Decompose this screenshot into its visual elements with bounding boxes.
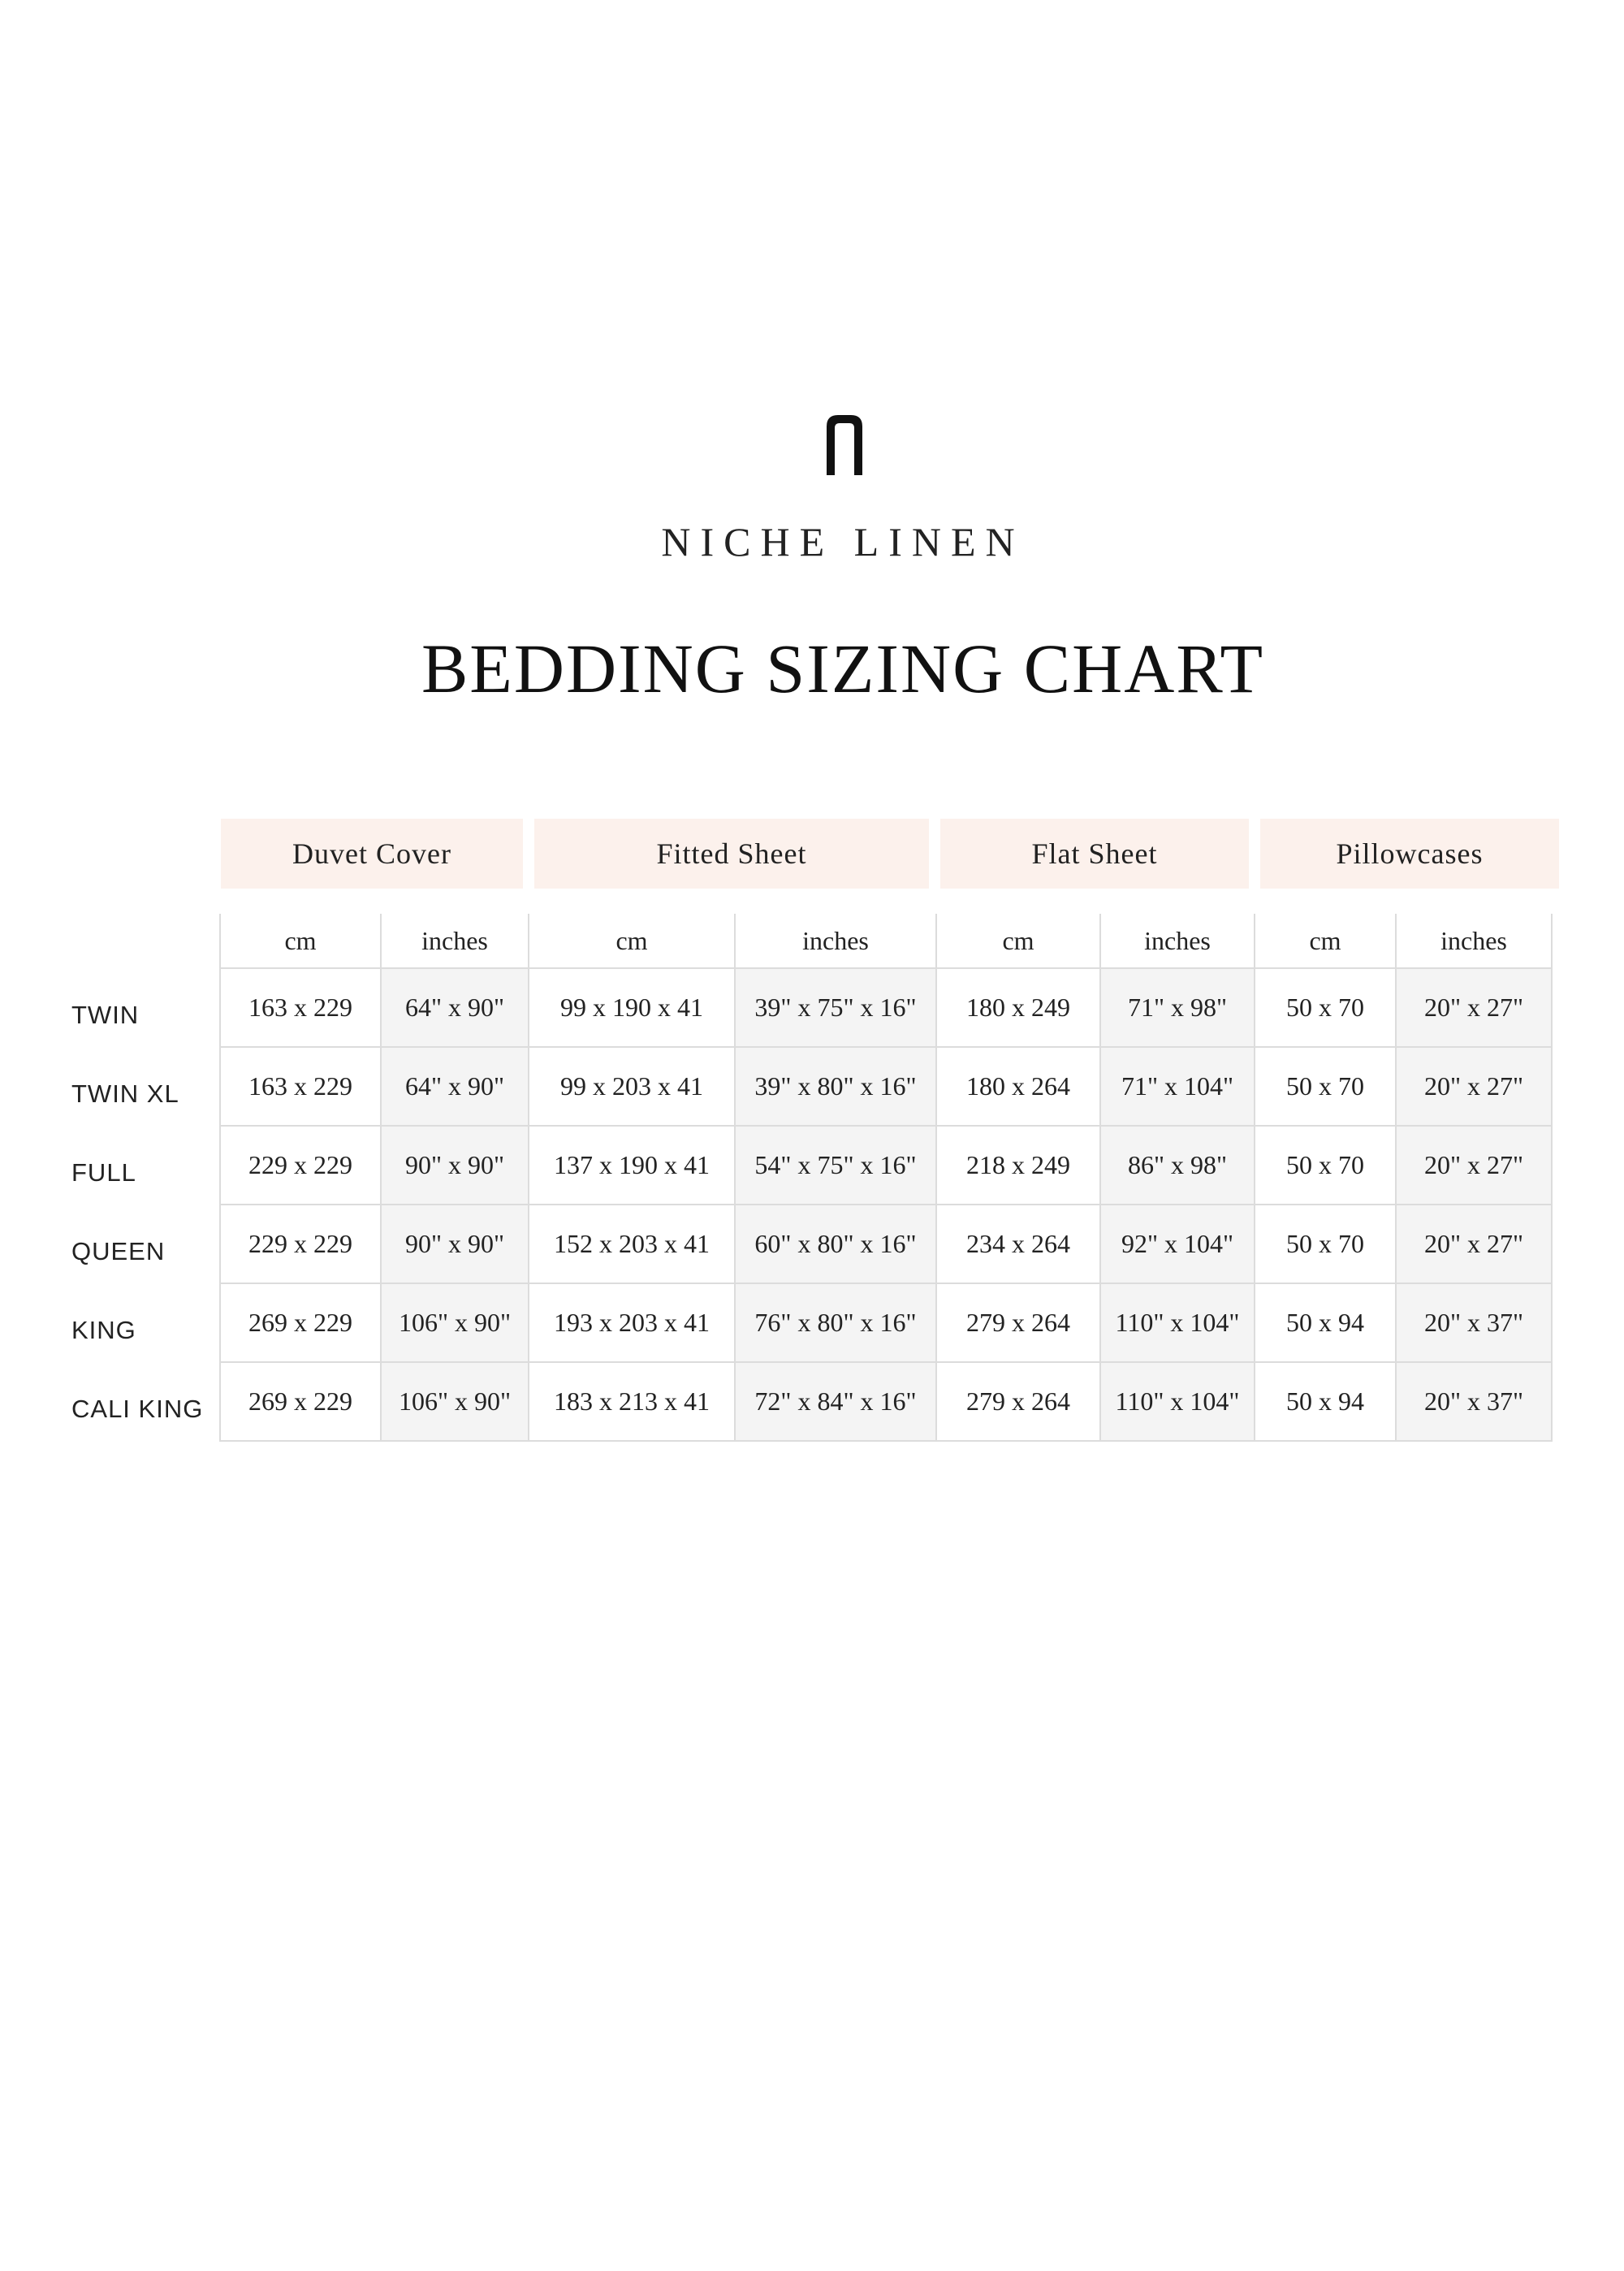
table-cell: 99 x 190 x 41 xyxy=(529,968,735,1047)
table-cell: 50 x 70 xyxy=(1255,1205,1396,1283)
unit-header: cm xyxy=(529,914,735,968)
unit-header: inches xyxy=(735,914,936,968)
page-title: BEDDING SIZING CHART xyxy=(421,629,1265,707)
table-cell: 50 x 94 xyxy=(1255,1362,1396,1441)
group-header-flat-sheet: Flat Sheet xyxy=(940,819,1249,889)
table-cell: 193 x 203 x 41 xyxy=(529,1283,735,1362)
table-cell: 163 x 229 xyxy=(220,968,381,1047)
unit-header: inches xyxy=(1396,914,1552,968)
table-cell: 90" x 90" xyxy=(381,1205,529,1283)
table-cell: 110" x 104" xyxy=(1100,1283,1255,1362)
table-cell: 50 x 70 xyxy=(1255,968,1396,1047)
size-label-full: FULL xyxy=(71,1158,136,1187)
table-cell: 106" x 90" xyxy=(381,1283,529,1362)
table-cell: 20" x 27" xyxy=(1396,1205,1552,1283)
table-cell: 99 x 203 x 41 xyxy=(529,1047,735,1126)
table-cell: 64" x 90" xyxy=(381,968,529,1047)
table-cell: 50 x 70 xyxy=(1255,1126,1396,1205)
table-cell: 218 x 249 xyxy=(936,1126,1100,1205)
table-cell: 20" x 37" xyxy=(1396,1362,1552,1441)
table-cell: 152 x 203 x 41 xyxy=(529,1205,735,1283)
table-cell: 279 x 264 xyxy=(936,1362,1100,1441)
table-cell: 183 x 213 x 41 xyxy=(529,1362,735,1441)
size-label-twin: TWIN xyxy=(71,1001,140,1029)
table-row xyxy=(220,1126,1552,1205)
table-row xyxy=(220,1047,1552,1126)
table-cell: 92" x 104" xyxy=(1100,1205,1255,1283)
size-label-queen: QUEEN xyxy=(71,1237,166,1265)
table-cell: 39" x 75" x 16" xyxy=(735,968,936,1047)
table-cell: 229 x 229 xyxy=(220,1126,381,1205)
table-cell: 20" x 37" xyxy=(1396,1283,1552,1362)
table-cell: 20" x 27" xyxy=(1396,1047,1552,1126)
table-cell: 71" x 98" xyxy=(1100,968,1255,1047)
group-header-pillowcases: Pillowcases xyxy=(1260,819,1559,889)
unit-header: inches xyxy=(381,914,529,968)
table-cell: 180 x 249 xyxy=(936,968,1100,1047)
brand-name: NICHE LINEN xyxy=(661,519,1025,565)
table-cell: 86" x 98" xyxy=(1100,1126,1255,1205)
unit-header: cm xyxy=(936,914,1100,968)
units-row xyxy=(220,914,1552,968)
table-cell: 20" x 27" xyxy=(1396,968,1552,1047)
table-cell: 229 x 229 xyxy=(220,1205,381,1283)
table-row xyxy=(220,968,1552,1047)
table-cell: 20" x 27" xyxy=(1396,1126,1552,1205)
group-header-duvet-cover: Duvet Cover xyxy=(221,819,523,889)
table-cell: 71" x 104" xyxy=(1100,1047,1255,1126)
group-header-fitted-sheet: Fitted Sheet xyxy=(534,819,929,889)
table-row xyxy=(220,1283,1552,1362)
unit-header: cm xyxy=(220,914,381,968)
table-cell: 137 x 190 x 41 xyxy=(529,1126,735,1205)
size-label-twin-xl: TWIN XL xyxy=(71,1079,179,1108)
table-cell: 50 x 94 xyxy=(1255,1283,1396,1362)
table-cell: 279 x 264 xyxy=(936,1283,1100,1362)
table-cell: 60" x 80" x 16" xyxy=(735,1205,936,1283)
table-row xyxy=(220,1205,1552,1283)
table-cell: 234 x 264 xyxy=(936,1205,1100,1283)
table-cell: 39" x 80" x 16" xyxy=(735,1047,936,1126)
size-label-cali-king: CALI KING xyxy=(71,1395,204,1423)
table-cell: 110" x 104" xyxy=(1100,1362,1255,1441)
table-cell: 50 x 70 xyxy=(1255,1047,1396,1126)
table-cell: 72" x 84" x 16" xyxy=(735,1362,936,1441)
size-label-king: KING xyxy=(71,1316,136,1344)
n-monogram-icon xyxy=(825,413,864,475)
table-cell: 163 x 229 xyxy=(220,1047,381,1126)
table-cell: 64" x 90" xyxy=(381,1047,529,1126)
table-cell: 106" x 90" xyxy=(381,1362,529,1441)
unit-header: cm xyxy=(1255,914,1396,968)
table-cell: 76" x 80" x 16" xyxy=(735,1283,936,1362)
table-cell: 90" x 90" xyxy=(381,1126,529,1205)
unit-header: inches xyxy=(1100,914,1255,968)
sizing-table xyxy=(219,914,1553,1442)
table-cell: 54" x 75" x 16" xyxy=(735,1126,936,1205)
table-cell: 269 x 229 xyxy=(220,1362,381,1441)
table-cell: 269 x 229 xyxy=(220,1283,381,1362)
table-cell: 180 x 264 xyxy=(936,1047,1100,1126)
table-row xyxy=(220,1362,1552,1441)
